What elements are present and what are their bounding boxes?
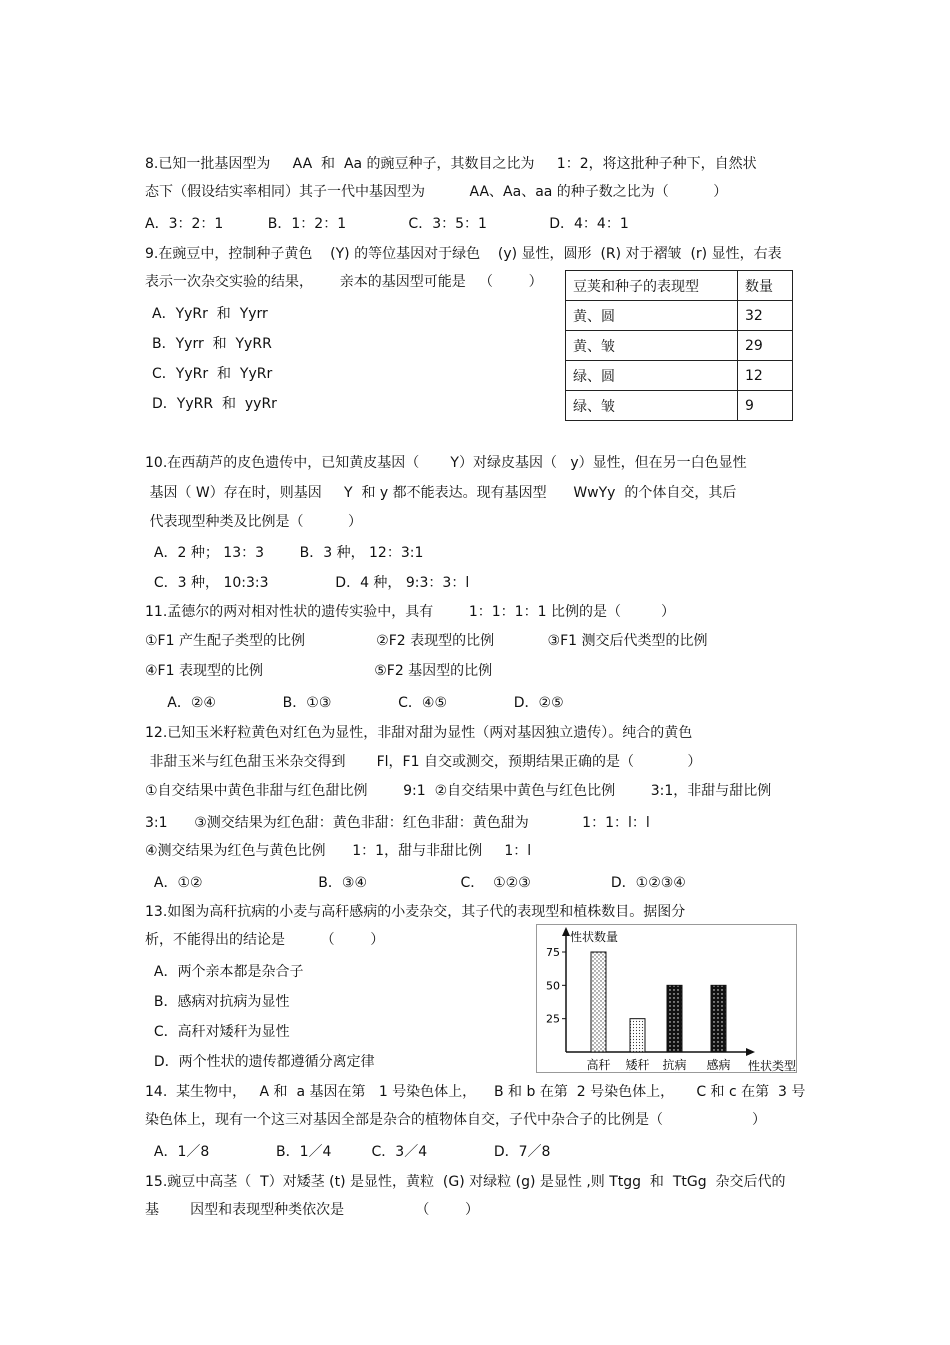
q9-option-c: C．YyRr 和 YyRr (152, 366, 273, 382)
trait-bar-chart (536, 924, 798, 1074)
bar-0 (591, 952, 606, 1052)
q13-option-b: B．感病对抗病为显性 (145, 994, 290, 1010)
q11-options: A．②④ B．①③ C．④⑤ D．②⑤ (145, 695, 564, 711)
y-axis-label: 性状数量 (570, 930, 619, 944)
q9-option-b: B．Yyrr 和 YyRR (152, 336, 272, 352)
table-header-row (566, 271, 793, 301)
q12-line4: 3:1 ③测交结果为红色甜：黄色非甜：红色非甜：黄色甜为 1：1：l：l (145, 815, 650, 831)
q12-line3: ①自交结果中黄色非甜与红色甜比例 9:1 ②自交结果中黄色与红色比例 3:1，非甜与甜比例 (145, 783, 772, 799)
q13-line1: 13.如图为高秆抗病的小麦与高秆感病的小麦杂交，其子代的表现型和植株数目。据图分 (145, 904, 686, 920)
table-header-cell: 豆荚和种子的表现型 (566, 271, 738, 301)
q8-line2: 态下（假设结实率相同）其子一代中基因型为 AA、Aa、aa 的种子数之比为（ ） (145, 184, 728, 200)
y-axis-arrow (562, 927, 570, 936)
bar-2 (667, 985, 682, 1052)
q12-options: A．①② B．③④ C． ①②③ D．①②③④ (145, 875, 686, 891)
bar-3 (711, 985, 726, 1052)
q14-line1: 14. 某生物中， A 和 a 基因在第 1 号染色体上， B 和 b 在第 2 号染色体上， C 和 c 在第 3 号 (145, 1084, 806, 1100)
table-row (566, 331, 793, 361)
q8-options: A．3：2：1 B．1：2：1 C．3：5：1 D．4：4：1 (145, 216, 629, 232)
q9-line1: 9.在豌豆中，控制种子黄色 (Y) 的等位基因对于绿色 (y) 显性，圆形 (R) 对于褶皱 (r) 显性，右表 (145, 246, 782, 262)
table-row (566, 391, 793, 421)
table-cell: 绿、皱 (566, 391, 738, 421)
table-cell: 32 (738, 301, 793, 331)
y-tick-label: 25 (546, 1012, 560, 1026)
x-tick-label: 高秆 (586, 1058, 611, 1072)
q13-option-a: A．两个亲本都是杂合子 (145, 964, 304, 980)
phenotype-table (565, 270, 793, 421)
q14-options: A．1／8 B．1／4 C．3／4 D．7／8 (145, 1144, 551, 1160)
q12-line5: ④测交结果为红色与黄色比例 1：1，甜与非甜比例 1：l (145, 843, 532, 859)
q9-line2: 表示一次杂交实验的结果， 亲本的基因型可能是 （ ） (145, 274, 543, 290)
table-cell: 黄、圆 (566, 301, 738, 331)
q15-line1: 15.豌豆中高茎（ T）对矮茎 (t) 是显性，黄粒 (G) 对绿粒 (g) 是显性 ,则 Ttgg 和 TtGg 杂交后代的 (145, 1174, 786, 1190)
table-cell: 29 (738, 331, 793, 361)
q8-line1: 8.已知一批基因型为 AA 和 Aa 的豌豆种子，其数目之比为 1：2，将这批种子种下，自然状 (145, 156, 757, 172)
q11-line3: ④F1 表现型的比例 ⑤F2 基因型的比例 (145, 663, 493, 679)
table-cell: 12 (738, 361, 793, 391)
q10-options-1: A．2 种； 13：3 B．3 种， 12：3:1 (145, 545, 424, 561)
q13-option-c: C．高秆对矮秆为显性 (145, 1024, 290, 1040)
y-tick-label: 75 (546, 946, 560, 959)
q15-line2: 基 因型和表现型种类依次是 （ ） (145, 1202, 479, 1218)
x-axis-arrow (746, 1048, 755, 1056)
x-tick-label: 矮秆 (625, 1058, 650, 1072)
q13-option-d: D．两个性状的遗传都遵循分离定律 (145, 1054, 375, 1070)
table-row (566, 361, 793, 391)
q9-option-a: A．YyRr 和 Yyrr (152, 306, 268, 322)
table-row (566, 301, 793, 331)
q10-line2: 基因（ W）存在时，则基因 Y 和 y 都不能表达。现有基因型 WwYy 的个体自交，其后 (145, 485, 737, 501)
q12-line2: 非甜玉米与红色甜玉米杂交得到 Fl，F1 自交或测交，预期结果正确的是（ ） (145, 754, 702, 770)
q12-line1: 12.已知玉米籽粒黄色对红色为显性，非甜对甜为显性（两对基因独立遗传）。纯合的黄色 (145, 725, 693, 741)
q9-option-d: D．YyRR 和 yyRr (152, 396, 277, 412)
q13-line2: 析，不能得出的结论是 （ ） (145, 932, 385, 948)
q10-line1: 10.在西葫芦的皮色遗传中，已知黄皮基因（ Y）对绿皮基因（ y）显性，但在另一白色显性 (145, 455, 747, 471)
q10-options-2: C．3 种， 10:3:3 D．4 种， 9:3：3：l (145, 575, 470, 591)
y-tick-label: 50 (546, 979, 560, 993)
table-cell: 绿、圆 (566, 361, 738, 391)
x-tick-label: 抗病 (662, 1058, 687, 1072)
q11-line2: ①F1 产生配子类型的比例 ②F2 表现型的比例 ③F1 测交后代类型的比例 (145, 633, 708, 649)
table-cell: 黄、皱 (566, 331, 738, 361)
q11-line1: 11.孟德尔的两对相对性状的遗传实验中，具有 1：1：1：1 比例的是（ ） (145, 604, 675, 620)
x-tick-label: 感病 (706, 1058, 731, 1072)
q10-line3: 代表现型种类及比例是（ ） (145, 514, 362, 530)
table-cell: 9 (738, 391, 793, 421)
table-header-cell: 数量 (738, 271, 793, 301)
bar-1 (630, 1019, 645, 1052)
x-axis-label: 性状类型 (748, 1059, 797, 1073)
q14-line2: 染色体上，现有一个这三对基因全部是杂合的植物体自交，子代中杂合子的比例是（ ） (145, 1112, 767, 1128)
